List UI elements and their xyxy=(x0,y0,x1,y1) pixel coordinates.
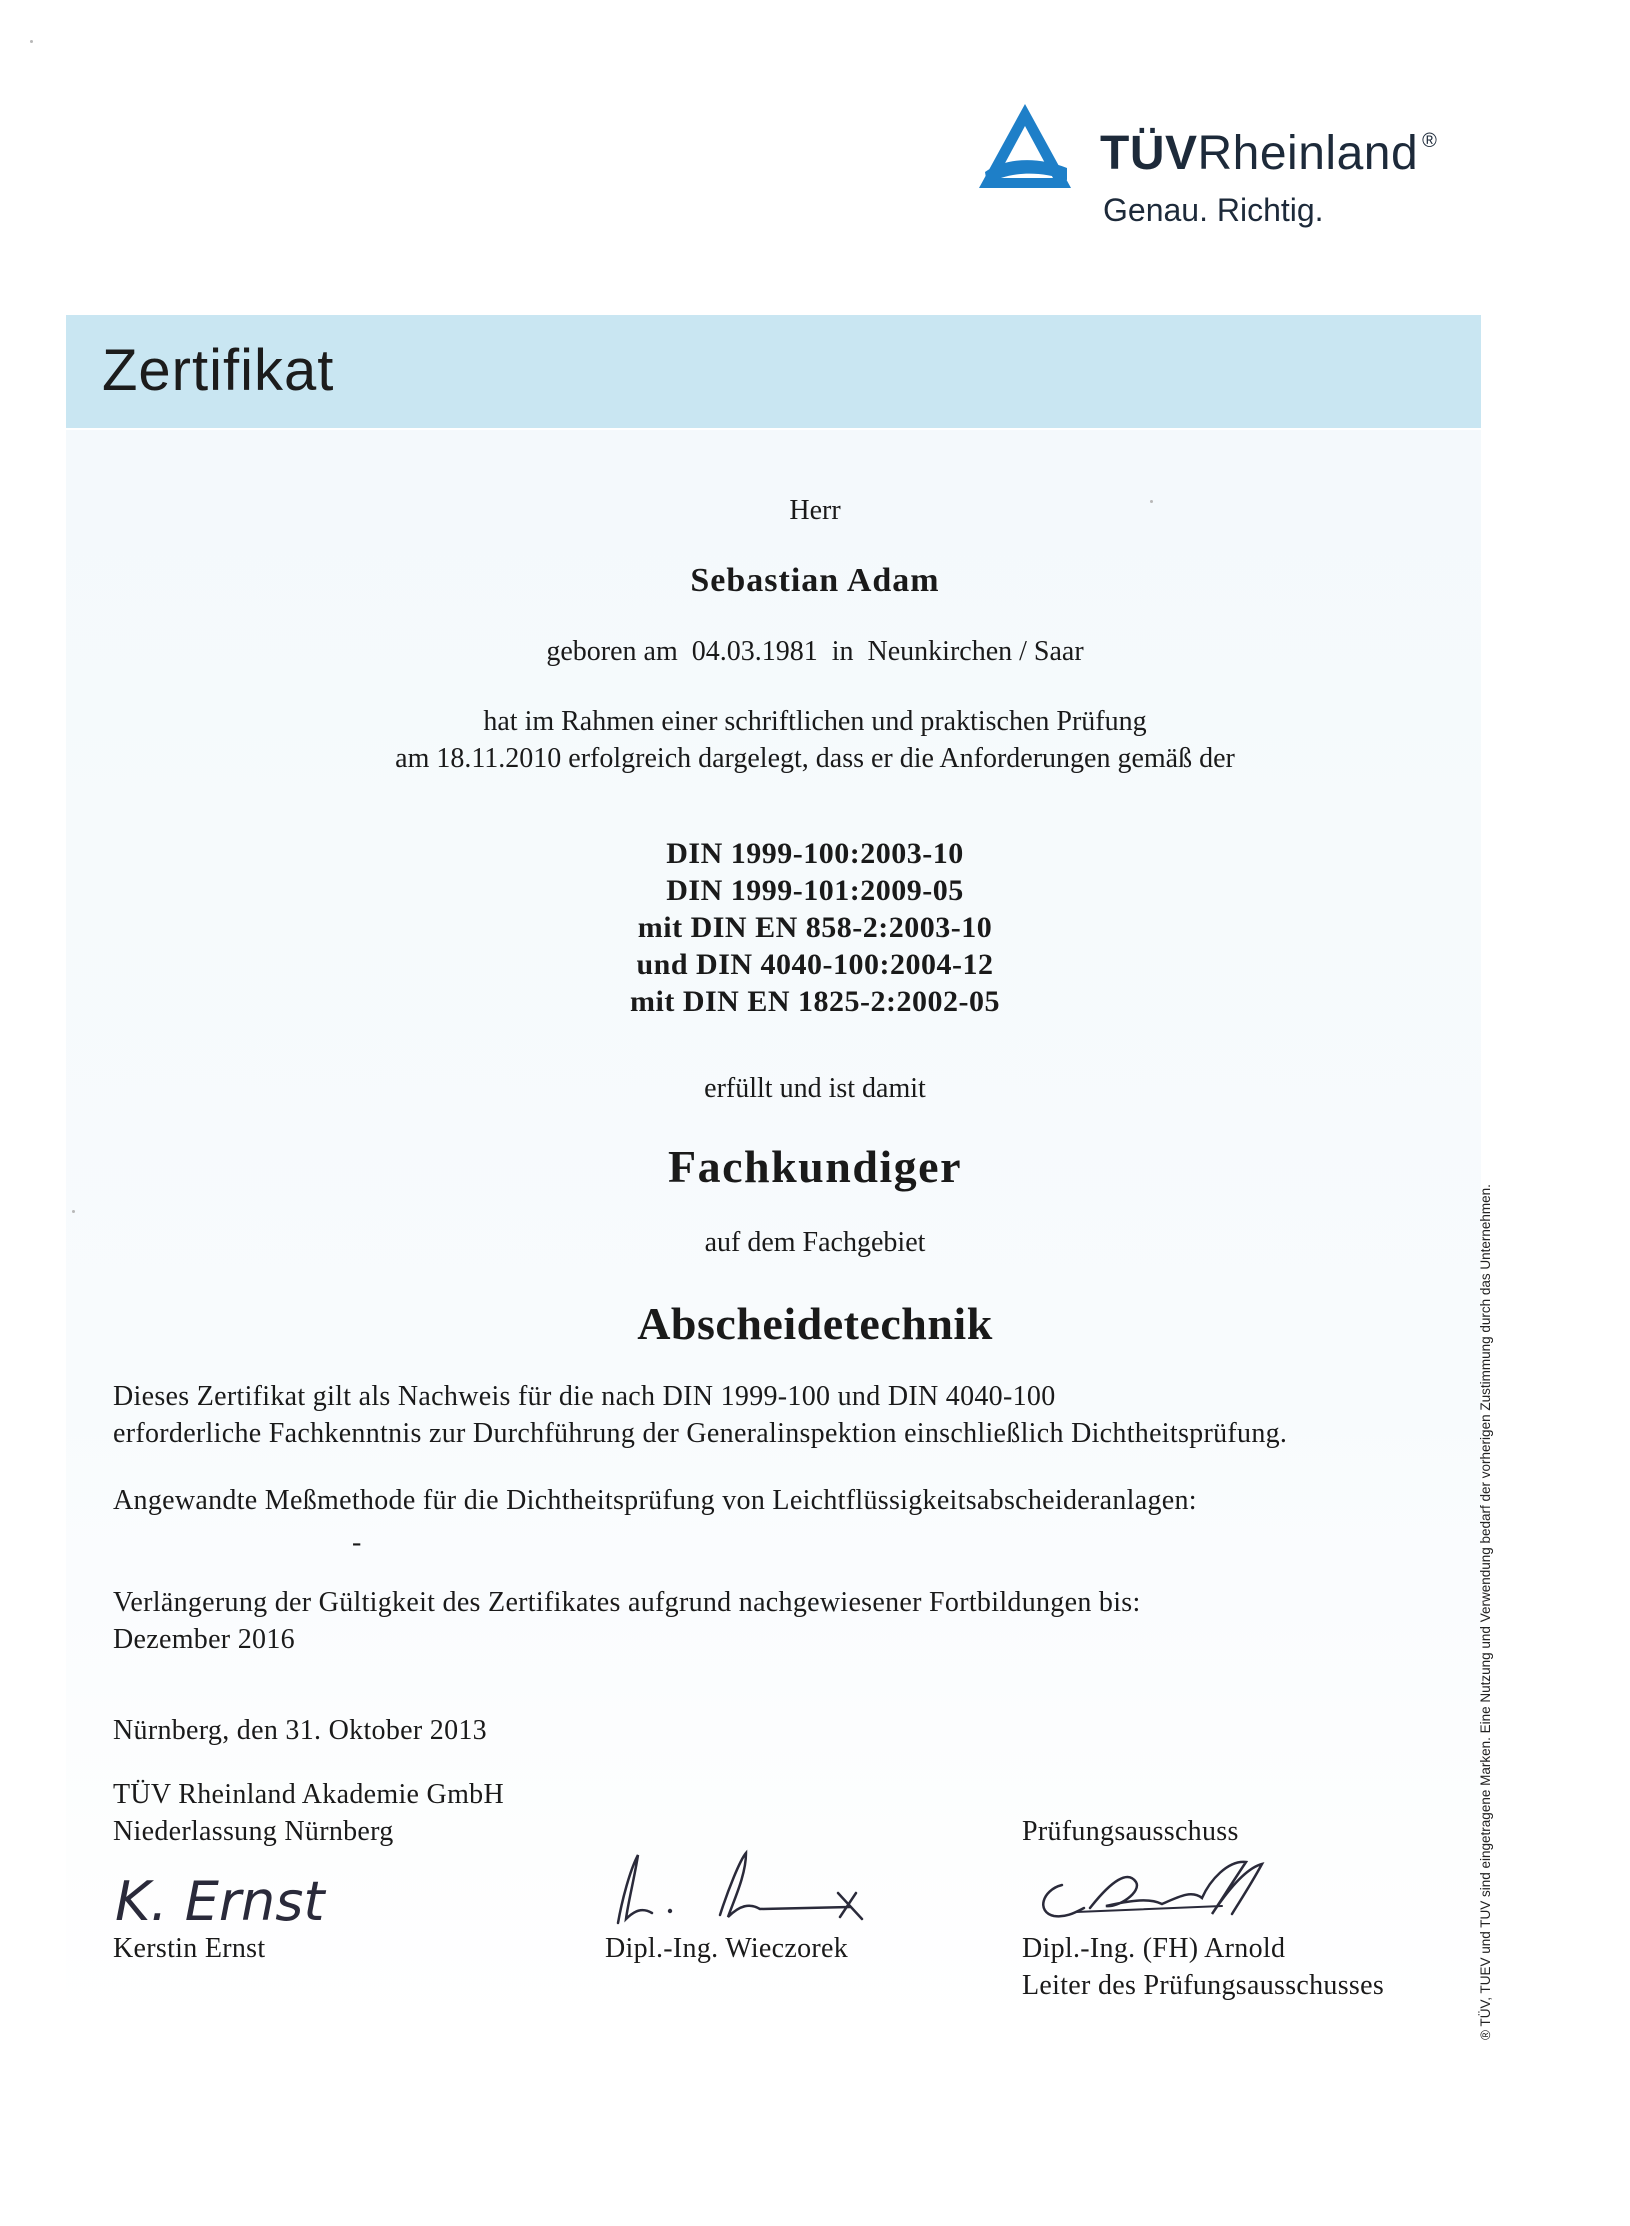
standard-item: und DIN 4040-100:2004-12 xyxy=(636,948,994,981)
exam-line-1: hat im Rahmen einer schriftlichen und praktischen Prüfung xyxy=(483,706,1147,737)
validity-line-2: erforderliche Fachkenntnis zur Durchführung der Generalinspektion einschließlich Dichtheitsprüfung. xyxy=(113,1418,1288,1449)
standard-item: mit DIN EN 1825-2:2002-05 xyxy=(630,985,1000,1018)
issuing-organization xyxy=(113,1776,504,1850)
scan-speck xyxy=(30,40,33,43)
qualification-role: Fachkundiger xyxy=(667,1141,963,1192)
committee-label: Prüfungsausschuss xyxy=(1022,1816,1239,1847)
standard-item: mit DIN EN 858-2:2003-10 xyxy=(637,911,993,944)
logo-brand xyxy=(1100,126,1437,181)
salutation: Herr xyxy=(789,495,841,526)
trademark-notice-text: ® TÜV, TUEV und TUV sind eingetragene Marken. Eine Nutzung und Verwendung bedarf der vorherigen Zustimmung durch das Unternehmen. xyxy=(1478,1184,1493,2040)
signer-wieczorek: Dipl.-Ing. Wieczorek xyxy=(605,1933,849,1964)
triangle-logo-icon xyxy=(975,100,1075,195)
method-paragraph: Angewandte Meßmethode für die Dichtheitsprüfung von Leichtflüssigkeitsabscheideranlagen: xyxy=(113,1485,1197,1516)
extension-line-2: Dezember 2016 xyxy=(113,1624,295,1655)
organization-branch: Niederlassung Nürnberg xyxy=(113,1816,394,1847)
signer-ernst: Kerstin Ernst xyxy=(113,1933,266,1964)
fulfilled-text: erfüllt und ist damit xyxy=(704,1073,926,1104)
field-intro: auf dem Fachgebiet xyxy=(704,1227,926,1258)
signature-arnold xyxy=(1032,1850,1302,1935)
extension-line-1: Verlängerung der Gültigkeit des Zertifikates aufgrund nachgewiesener Fortbildungen bis: xyxy=(113,1587,1141,1618)
standard-item: DIN 1999-101:2009-05 xyxy=(666,874,964,907)
signature-ernst xyxy=(113,1860,325,1935)
title-banner xyxy=(66,315,1481,428)
validity-line-1: Dieses Zertifikat gilt als Nachweis für die nach DIN 1999-100 und DIN 4040-100 xyxy=(113,1381,1056,1412)
logo-brand-regular: Rheinland xyxy=(1197,127,1419,180)
birth-info: geboren am 04.03.1981 in Neunkirchen / Saar xyxy=(546,636,1084,667)
logo-tagline: Genau. Richtig. xyxy=(1103,192,1324,228)
standard-item: DIN 1999-100:2003-10 xyxy=(666,837,964,870)
method-value: - xyxy=(352,1527,362,1558)
validity-paragraph xyxy=(113,1378,1433,1452)
signer-arnold-role: Leiter des Prüfungsausschusses xyxy=(1022,1970,1385,2001)
recipient-name: Sebastian Adam xyxy=(690,562,940,599)
certificate-title: Zertifikat xyxy=(102,338,335,403)
qualification-field: Abscheidetechnik xyxy=(637,1298,993,1349)
standards-list xyxy=(0,835,1630,1020)
signature-ernst-text: K. Ernst xyxy=(115,1870,325,1933)
scan-speck xyxy=(72,1210,75,1213)
scan-speck xyxy=(1150,500,1153,503)
exam-line-2: am 18.11.2010 erfolgreich dargelegt, dass er die Anforderungen gemäß der xyxy=(395,743,1235,774)
extension-paragraph xyxy=(113,1584,1433,1658)
signer-arnold-name: Dipl.-Ing. (FH) Arnold xyxy=(1022,1933,1286,1964)
logo-brand-bold: TÜV xyxy=(1100,127,1198,180)
place-date: Nürnberg, den 31. Oktober 2013 xyxy=(113,1715,487,1746)
signature-wieczorek xyxy=(600,1845,880,1930)
signer-arnold xyxy=(1022,1930,1384,2004)
tuv-rheinland-logo xyxy=(975,100,1495,250)
organization-name: TÜV Rheinland Akademie GmbH xyxy=(113,1779,504,1810)
registered-mark: ® xyxy=(1422,130,1438,152)
